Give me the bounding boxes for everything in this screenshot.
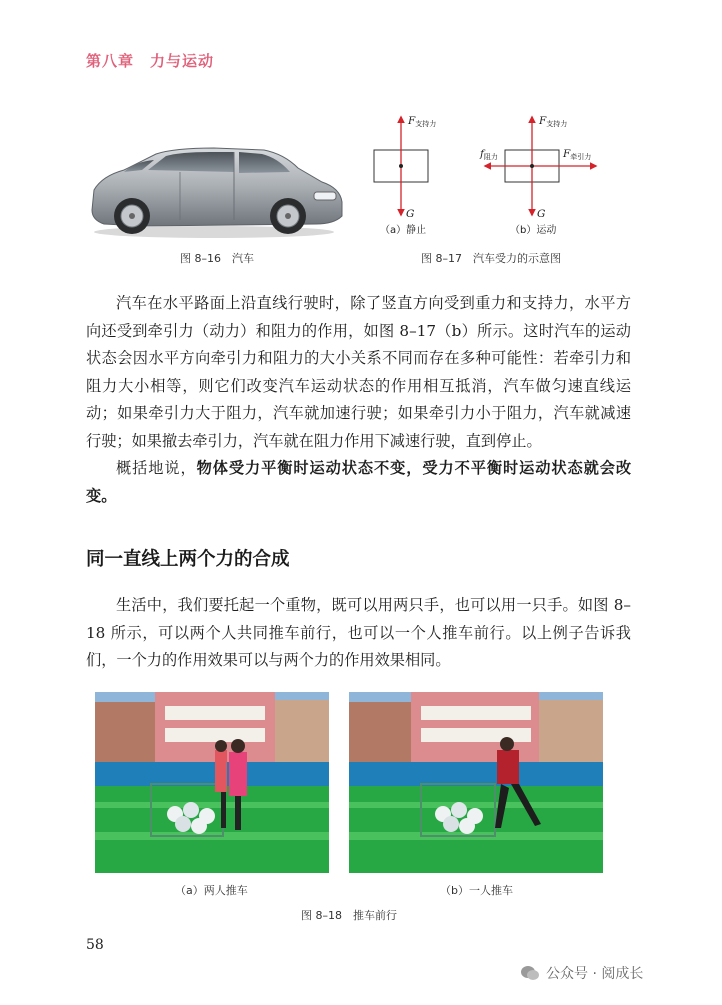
paragraph-1: 汽车在水平路面上沿直线行驶时，除了竖直方向受到重力和支持力，水平方向还受到牵引力（动力）和阻力的作用，如图 8–17（b）所示。这时汽车的运动状态会因水平方向牵引力和阻力的大小关系不同而存在多种可能性：若牵引力和阻力大小相等，则它们改变汽车运动状态的作用相互抵消，汽车做匀速直线运动；如果牵引力大于阻力，汽车就加速行驶；如果牵引力小于阻力，汽车就减速行驶；如果撤去牵引力，汽车就在阻力作用下减速行驶，直到停止。 — [86, 294, 631, 450]
panel-a-label: （a）静止 — [380, 225, 427, 236]
panel-b-label: （b）运动 — [510, 225, 557, 236]
key-conclusion: 物体受力平衡时运动状态不变，受力不平衡时运动状态就会改变。 — [86, 459, 632, 505]
gravity-label-a: G — [406, 208, 415, 220]
figure-8-16-caption: 图 8–16 汽车 — [180, 252, 254, 265]
figure-8-18-panel-a-label: （a）两人推车 — [175, 884, 248, 897]
paragraph-2: 概括地说，物体受力平衡时运动状态不变，受力不平衡时运动状态就会改变。 — [86, 459, 632, 505]
body-paragraphs — [86, 290, 631, 510]
figure-8-18-panel-b-label: （b）一人推车 — [440, 884, 513, 897]
page-number: 58 — [86, 937, 104, 953]
photo-two-people-pushing — [95, 692, 329, 873]
chapter-header: 第八章 力与运动 — [86, 52, 215, 70]
gravity-label-b: G — [537, 208, 546, 220]
figure-8-17-caption: 图 8–17 汽车受力的示意图 — [421, 252, 561, 265]
photo-one-person-pushing — [349, 692, 603, 873]
support-force-label-b: F支持力 — [539, 115, 568, 128]
car-illustration — [84, 140, 346, 240]
force-diagram — [360, 105, 620, 245]
force-diagram-panel-a — [374, 115, 436, 236]
friction-label: f阻力 — [480, 148, 498, 161]
traction-label: F牵引力 — [563, 148, 592, 161]
figure-8-18-caption: 图 8–18 推车前行 — [301, 909, 397, 922]
watermark-text: 公众号 · 阅成长 — [546, 966, 644, 982]
force-diagram-panel-b — [479, 115, 596, 236]
section-heading: 同一直线上两个力的合成 — [86, 549, 290, 570]
wechat-icon — [520, 965, 540, 981]
watermark — [520, 963, 643, 983]
body-paragraph-3-wrap — [86, 592, 631, 675]
paragraph-3: 生活中，我们要托起一个重物，既可以用两只手，也可以用一只手。如图 8–18 所示，可以两个人共同推车前行，也可以一个人推车前行。以上例子告诉我们，一个力的作用效果可以与两个力的作用效果相同。 — [86, 596, 631, 669]
support-force-label-a: F支持力 — [408, 115, 437, 128]
